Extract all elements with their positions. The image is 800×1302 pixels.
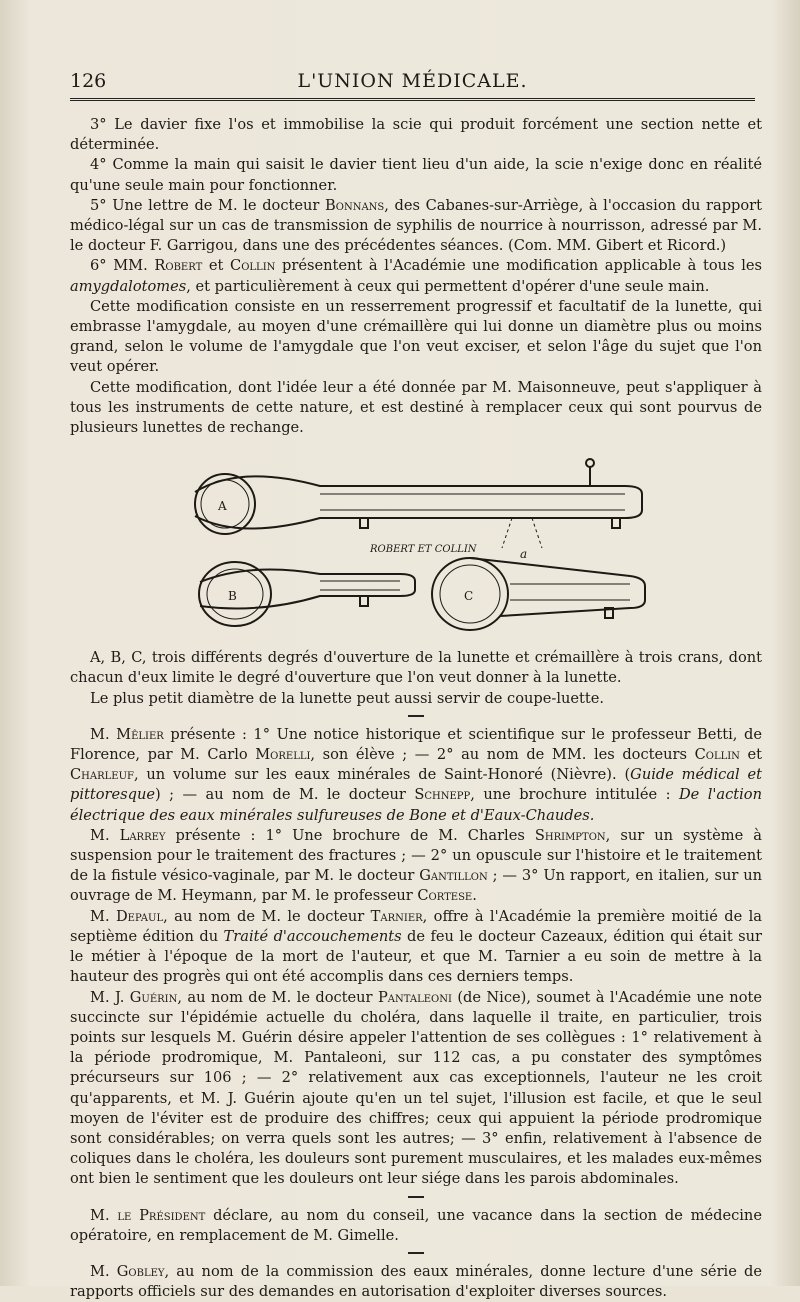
person-name: Cortese — [417, 887, 473, 905]
figure-label-c: C — [464, 589, 474, 604]
person-name: Collin — [694, 746, 740, 764]
engraver-signature: ROBERT ET COLLIN — [370, 544, 477, 556]
person-name: Morelli — [255, 746, 311, 764]
figure-label-small-a: a — [520, 547, 528, 562]
paragraph-item-3: 3° Le davier fixe l'os et immobilise la scie qui produit forcément une section nette et déterminée. — [70, 116, 762, 154]
section-divider — [408, 1196, 424, 1198]
paragraph-maisonneuve: Cette modification, dont l'idée leur a été donnée par M. Maisonneuve, peut s'appliquer à tous les instruments de cette nature, et est destiné à remplacer ceux qui sont pourvus de plusieurs lunettes de rechange. — [70, 378, 762, 437]
person-name: le Président — [117, 1206, 206, 1224]
paragraph-modification: Cette modification consiste en un resserrement progressif et facultatif de la lunette, qui embrasse l'amygdale, au moyen d'une crémaillère qui lui donne un diamètre plus ou moins grand, selon le volume de l'amygdale que l'on veut exciser, et selon l'âge du sujet que l'on veut opérer. — [70, 297, 762, 376]
person-name: Gantillon — [419, 867, 488, 885]
person-name: Robert — [154, 257, 203, 275]
person-name: Shrimpton — [534, 826, 606, 844]
figure-label-a: A — [218, 499, 227, 514]
paragraph-depaul: M. Depaul, au nom de M. le docteur Tarnier, offre à l'Académie la première moitié de la septième édition du Traité d'accouchements de feu le docteur Cazeaux, édition qui était sur le métier à l'époque de la mort de l'auteur, et que M. Tarnier a eu soin de mettre à la hauteur des progrès qui ont été accomplis dans ces derniers temps. — [70, 907, 762, 986]
paragraph-item-4: 4° Comme la main qui saisit le davier tient lieu d'un aide, la scie n'exige donc en réalité qu'une seule main pour fonctionner. — [70, 156, 762, 194]
section-divider — [408, 1252, 424, 1254]
paragraph-guerin: M. J. Guérin, au nom de M. le docteur Pantaleoni (de Nice), soumet à l'Académie une note succincte sur l'épidémie actuelle du choléra, dans laquelle il traite, en particulier, trois points sur lesquels M. Guérin désire appeler l'attention de ses collègues : 1° relativement à la période prodromique, M. Pantaleoni, sur 112 cas, a pu constater des symptômes précurseurs sur 106 ; — 2° relativement aux cas exceptionnels, l'auteur ne les croit qu'apparents, et M. J. Guérin ajoute qu'en un tel sujet, l'illusion est facile, et que le seul moyen de l'éviter est de produire des chiffres; ceux qui appuient la période prodromique sont considérables; on verra quels sont les autres; — 3° enfin, relativement à l'absence de coliques dans le choléra, les douleurs sont purement musculaires, et les malades eux-mêmes ont bien le sentiment que les douleurs ont leur siége dans les parois abdominales. — [70, 988, 762, 1188]
figure-caption: A, B, C, trois différents degrés d'ouverture de la lunette et crémaillère à trois crans, dont chacun d'eux limite le degré d'ouverture que l'on veut donner à la lunette. — [70, 649, 762, 687]
person-name: Gobley — [116, 1262, 165, 1280]
figure-caption-note: Le plus petit diamètre de la lunette peut aussi servir de coupe-luette. — [90, 689, 605, 707]
paragraph-item-5: 5° Une lettre de M. le docteur Bonnans, des Cabanes-sur-Arriège, à l'occasion du rapport médico-légal sur un cas de transmission de syphilis de nourrice à nourrisson, adressé par M. le docteur F. Garrigou, dans une des précédentes séances. (Com. MM. Gibert et Ricord.) — [70, 196, 762, 255]
figure-label-b: B — [228, 589, 237, 604]
paragraph-president: M. le Président déclare, au nom du conseil, une vacance dans la section de médecine opératoire, en remplacement de M. Gimelle. — [70, 1206, 762, 1244]
paragraph-gobley: M. Gobley, au nom de la commission des eaux minérales, donne lecture d'une série de rapports officiels sur des demandes en autorisation d'exploiter diverses sources. — [70, 1262, 762, 1301]
person-name: Mêlier — [116, 725, 164, 743]
section-divider — [408, 715, 424, 717]
instrument-figure — [70, 444, 762, 642]
person-name: Collin — [230, 257, 276, 275]
paragraph-melier: M. Mêlier présente : 1° Une notice historique et scientifique sur le professeur Betti, de Florence, par M. Carlo Morelli, son élève ; — 2° au nom de MM. les docteurs Collin et Charleuf, un volume sur les eaux minérales de Saint-Honoré (Nièvre). (Guide médical et pittoresque) ; — au nom de M. le docteur Schnepp, une brochure intitulée : De l'action électrique des eaux minérales sulfureuses de Bone et d'Eaux-Chaudes. — [70, 725, 763, 824]
person-name: Larrey — [119, 826, 166, 844]
paragraph-larrey: M. Larrey présente : 1° Une brochure de M. Charles Shrimpton, sur un système à suspension pour le traitement des fractures ; — 2° un opuscule sur l'histoire et le traitement de la fistule vésico-vaginale, par M. le docteur Gantillon ; — 3° Un rapport, en italien, sur un ouvrage de M. Heymann, par M. le professeur Cortese. — [70, 826, 763, 905]
journal-title: L'UNION MÉDICALE. — [297, 70, 528, 92]
person-name: Tarnier — [370, 907, 423, 925]
page-number: 126 — [70, 70, 107, 92]
person-name: Bonnans — [325, 196, 385, 214]
paragraph-item-6: 6° MM. Robert et Collin présentent à l'Académie une modification applicable à tous les amygdalotomes, et particulièrement à ceux qui permettent d'opérer d'une seule main. — [70, 257, 763, 295]
article-body — [70, 115, 762, 1302]
person-name: Charleuf — [70, 766, 134, 784]
person-name: Schnepp — [414, 786, 471, 804]
person-name: Pantaleoni — [377, 988, 452, 1006]
page-header — [70, 70, 755, 101]
person-name: Depaul — [115, 907, 164, 925]
person-name: Guérin — [129, 988, 178, 1006]
